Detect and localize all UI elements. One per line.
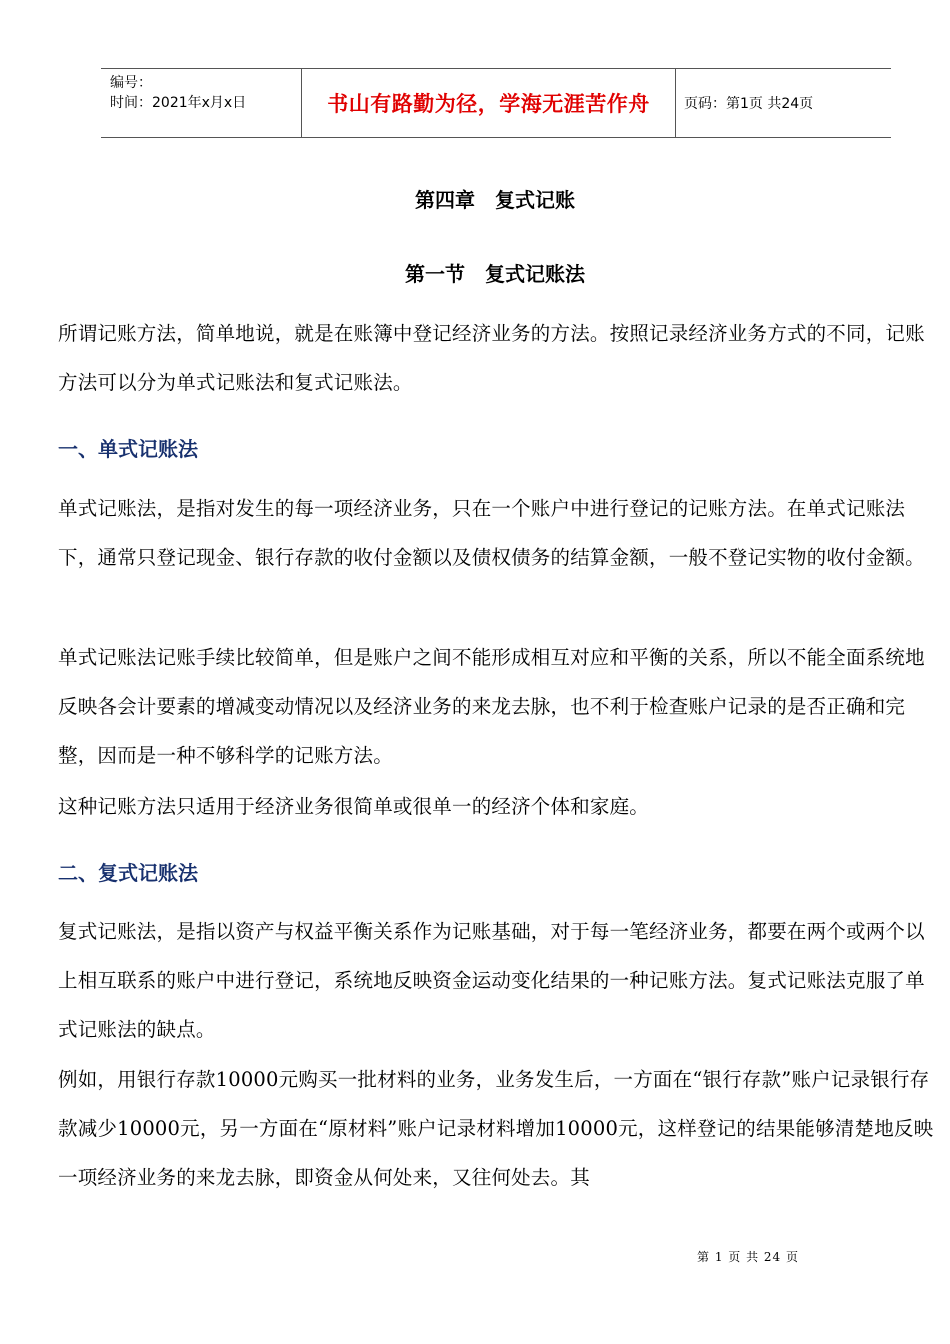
time-label: 时间：2021年x月x日	[110, 95, 247, 111]
number-label: 编号：	[110, 75, 152, 91]
intro-paragraph: 所谓记账方法，简单地说，就是在账簿中登记经济业务的方法。按照记录经济业务方式的不同，记账方法可以分为单式记账法和复式记账法。	[58, 322, 925, 394]
page-footer: 第 1 页 共 24 页	[697, 1250, 799, 1264]
page-number-label: 页码：第1页 共24页	[684, 96, 814, 112]
body-paragraph: 复式记账法，是指以资产与权益平衡关系作为记账基础，对于每一笔经济业务，都要在两个或两个以上相互联系的账户中进行登记，系统地反映资金运动变化结果的一种记账方法。复式记账法克服了单式记账法的缺点。	[58, 920, 925, 1041]
page-header	[101, 68, 891, 138]
chapter-title: 第四章 复式记账	[415, 188, 575, 212]
header-motto: 书山有路勤为径，学海无涯苦作舟	[327, 91, 650, 116]
header-meta	[110, 73, 246, 113]
single-entry-heading: 一、单式记账法	[58, 437, 198, 461]
body-paragraph: 这种记账方法只适用于经济业务很简单或很单一的经济个体和家庭。	[58, 795, 650, 818]
double-entry-heading: 二、复式记账法	[58, 861, 198, 885]
body-paragraph: 单式记账法，是指对发生的每一项经济业务，只在一个账户中进行登记的记账方法。在单式记账法下，通常只登记现金、银行存款的收付金额以及债权债务的结算金额，一般不登记实物的收付金额。	[58, 497, 925, 569]
header-divider	[675, 69, 676, 137]
body-paragraph: 例如，用银行存款10000元购买一批材料的业务，业务发生后，一方面在“银行存款”账户记录银行存款减少10000元，另一方面在“原材料”账户记录材料增加10000元，这样登记的结果能够清楚地反映一项经济业务的来龙去脉，即资金从何处来，又往何处去。其	[58, 1068, 934, 1189]
body-paragraph: 单式记账法记账手续比较简单，但是账户之间不能形成相互对应和平衡的关系，所以不能全面系统地反映各会计要素的增减变动情况以及经济业务的来龙去脉，也不利于检查账户记录的是否正确和完整，因而是一种不够科学的记账方法。	[58, 646, 925, 767]
section-title: 第一节 复式记账法	[405, 262, 585, 286]
